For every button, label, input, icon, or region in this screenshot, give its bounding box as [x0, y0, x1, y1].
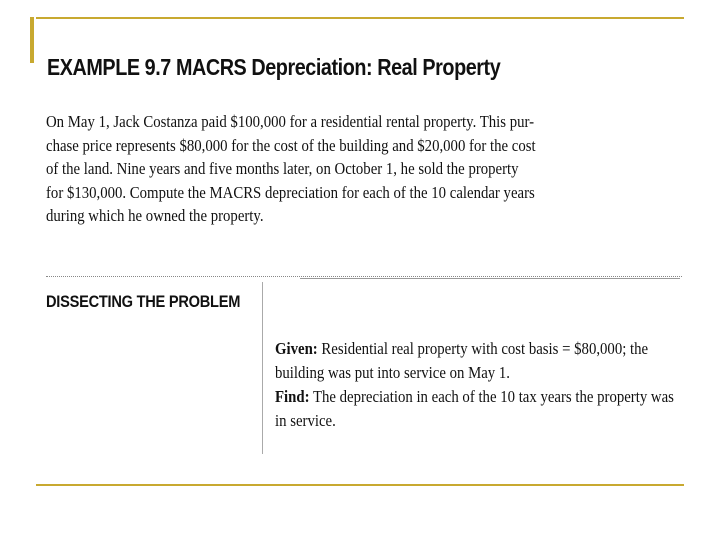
example-title: EXAMPLE 9.7 MACRS Depreciation: Real Property	[47, 54, 501, 80]
find-line: in service.	[275, 411, 336, 430]
problem-line: of the land. Nine years and five months later, on October 1, he sold the property	[46, 159, 519, 178]
column-divider	[262, 282, 263, 454]
section-divider-solid	[300, 278, 680, 279]
problem-line: chase price represents $80,000 for the cost of the building and $20,000 for the cost	[46, 135, 536, 155]
find-label: Find:	[275, 387, 310, 406]
left-accent-bar	[30, 17, 34, 63]
problem-line: during which he owned the property.	[46, 206, 264, 225]
top-border-line	[36, 17, 684, 19]
section-divider-dotted	[46, 276, 682, 277]
given-line	[275, 337, 649, 361]
given-line: building was put into service on May 1.	[275, 363, 510, 382]
problem-line: On May 1, Jack Costanza paid $100,000 for a residential rental property. This pur-	[46, 112, 535, 131]
find-text: The depreciation in each of the 10 tax years the property was	[309, 387, 674, 406]
dissecting-heading: DISSECTING THE PROBLEM	[46, 292, 241, 311]
bottom-border-line	[36, 484, 684, 486]
find-line	[275, 385, 674, 409]
given-text: Residential real property with cost basis = $80,000; the	[317, 339, 649, 358]
given-find-block	[275, 337, 675, 433]
problem-statement	[46, 110, 536, 228]
problem-line: for $130,000. Compute the MACRS depreciation for each of the 10 calendar years	[46, 182, 535, 202]
given-label: Given:	[275, 339, 318, 358]
